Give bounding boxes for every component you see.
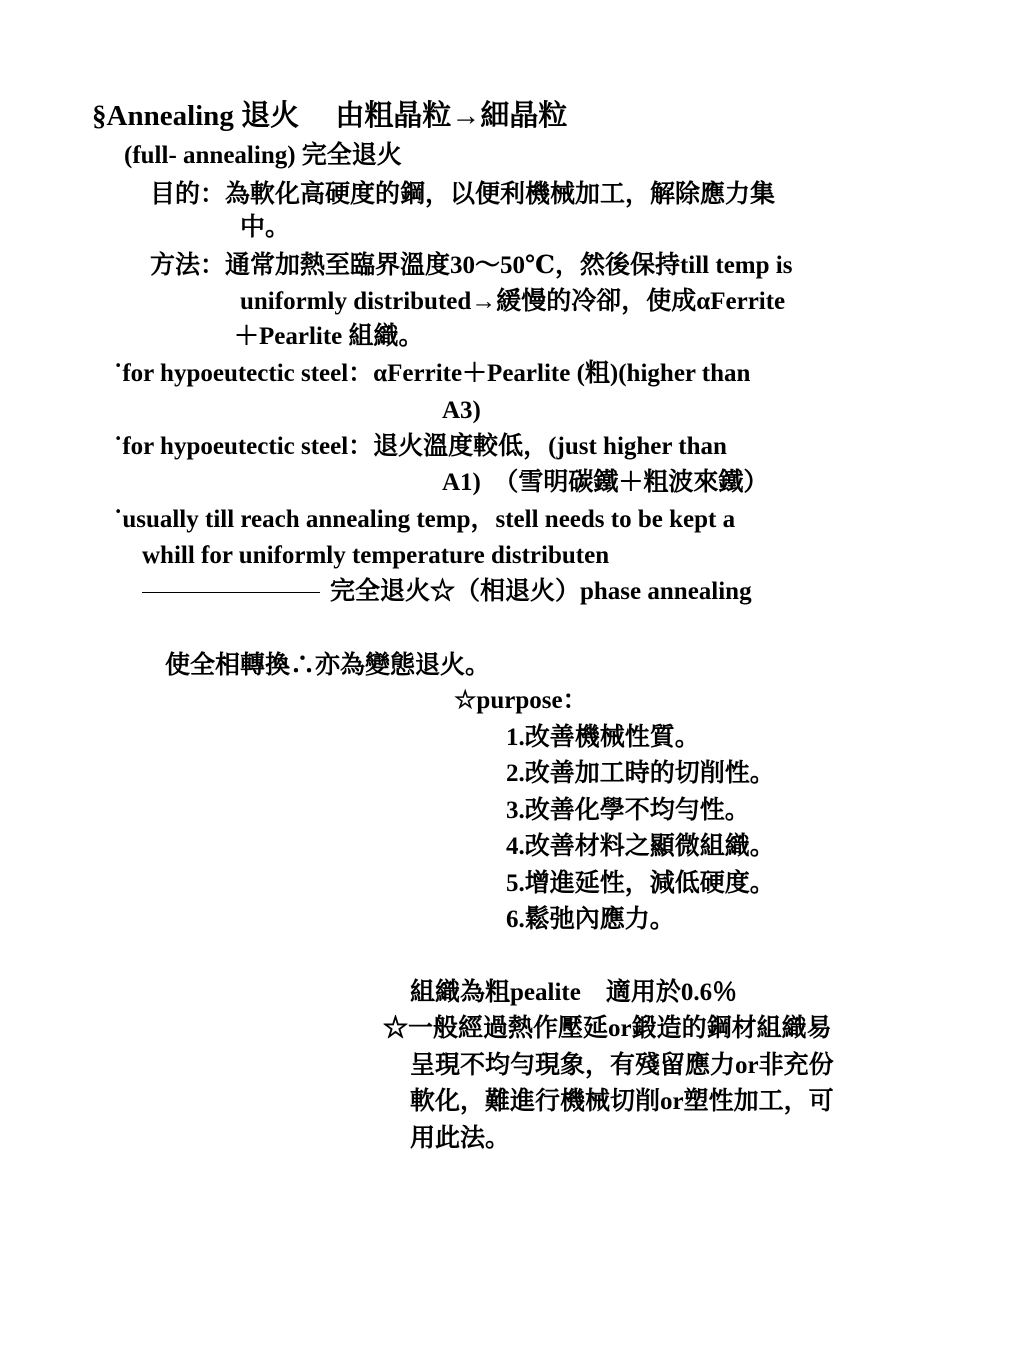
hypoeutectic-bullet-2-line-2: A1) （雪明碳鐵＋粗波來鐵） [442,469,769,496]
phase-annealing-line: 完全退火☆（相退火）phase annealing [330,578,752,605]
hypoeutectic-bullet-2-line-1: ˙for hypoeutectic steel：退火溫度較低，(just higher than [114,433,727,460]
hypoeutectic-bullet-1-line-1: ˙for hypoeutectic steel：αFerrite＋Pearlite (粗)(higher than [114,360,751,387]
method-text-line-3: ＋Pearlite 組織。 [234,323,424,350]
purpose-item-6: 6.鬆弛內應力。 [506,906,675,933]
purpose-item-2: 2.改善加工時的切削性。 [506,760,775,787]
method-text-line-1: 方法：通常加熱至臨界溫度30～50℃，然後保持till temp is [150,252,793,279]
purpose-item-3: 3.改善化學不均勻性。 [506,797,750,824]
usually-bullet-line-2: whill for uniformly temperature distributen [142,542,610,569]
closing-line-3: 呈現不均勻現象，有殘留應力or非充份 [410,1052,834,1079]
purpose-list-heading: ☆purpose： [454,687,588,714]
method-text-line-2: uniformly distributed→緩慢的冷卻，使成αFerrite [240,288,786,315]
closing-line-5: 用此法。 [410,1125,511,1152]
divider-line [142,592,320,593]
purpose-text-line-2: 中。 [240,212,291,241]
purpose-item-5: 5.增進延性，減低硬度。 [506,870,775,897]
document-subtitle: (full- annealing) 完全退火 [124,142,402,169]
phase-transformation-note: 使全相轉換∴亦為變態退火。 [165,650,491,679]
closing-line-4: 軟化，難進行機械切削or塑性加工，可 [410,1088,834,1115]
purpose-text-line-1: 目的：為軟化高硬度的鋼，以便利機械加工，解除應力集 [150,179,776,208]
purpose-item-4: 4.改善材料之顯微組織。 [506,833,775,860]
closing-line-2: ☆一般經過熱作壓延or鍛造的鋼材組織易 [383,1015,832,1042]
hypoeutectic-bullet-1-line-2: A3) [442,397,481,424]
closing-line-1: 組織為粗pealite 適用於0.6％ [410,979,738,1006]
usually-bullet-line-1: ˙usually till reach annealing temp，stell needs to be kept a [114,506,736,533]
document-title: §Annealing 退火 由粗晶粒→細晶粒 [92,100,568,132]
purpose-item-1: 1.改善機械性質。 [506,724,700,751]
